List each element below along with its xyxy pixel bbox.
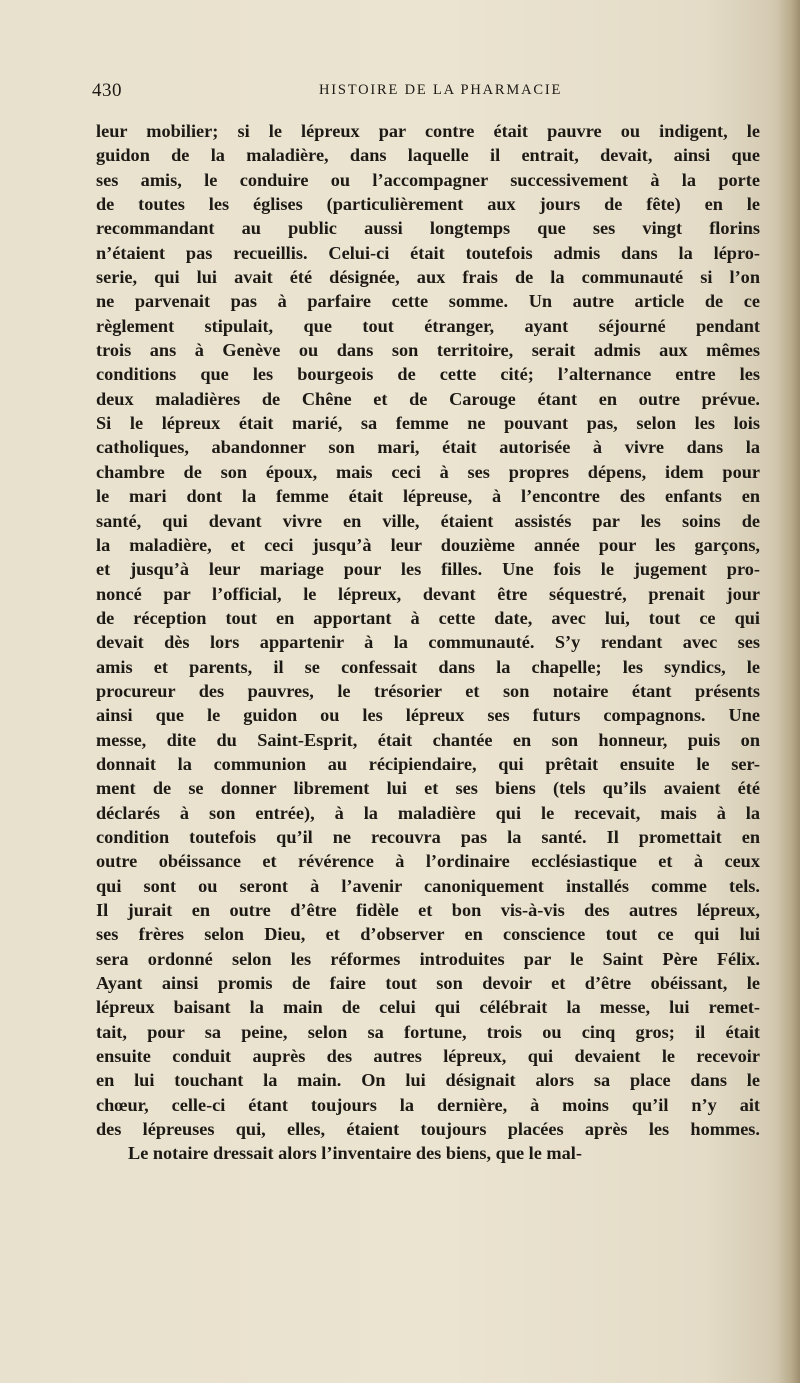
text-line: chambre de son époux, mais ceci à ses propres dépens, idem pour [96, 461, 760, 482]
text-line: de toutes les églises (particulièrement aux jours de fête) en le [96, 194, 760, 215]
text-line: le mari dont la femme était lépreuse, à l’encontre des enfants en [96, 486, 760, 507]
text-line: ses amis, le conduire ou l’accompagner successivement à la porte [96, 169, 760, 190]
text-line: messe, dite du Saint-Esprit, était chantée en son honneur, puis on [96, 729, 760, 750]
text-line: serie, qui lui avait été désignée, aux frais de la communauté si l’on [96, 267, 760, 288]
text-line: ensuite conduit auprès des autres lépreux, qui devaient le recevoir [96, 1046, 760, 1067]
text-line: catholiques, abandonner son mari, était autorisée à vivre dans la [96, 437, 760, 458]
text-line: déclarés à son entrée), à la maladière qui le recevait, mais à la [96, 802, 760, 823]
text-line: amis et parents, il se confessait dans la chapelle; les syndics, le [96, 656, 760, 677]
text-line: des lépreuses qui, elles, étaient toujours placées après les hommes. [96, 1119, 760, 1140]
text-line: la maladière, et ceci jusqu’à leur douzième année pour les garçons, [96, 534, 760, 555]
text-line: deux maladières de Chêne et de Carouge étant en outre prévue. [96, 388, 760, 409]
body-paragraph [96, 119, 760, 1166]
text-line: de réception tout en apportant à cette date, avec lui, tout ce qui [96, 607, 760, 628]
text-line: chœur, celle-ci étant toujours la dernière, à moins qu’il n’y ait [96, 1094, 760, 1115]
text-line: et jusqu’à leur mariage pour les filles. Une fois le jugement pro- [96, 559, 760, 580]
text-line: leur mobilier; si le lépreux par contre était pauvre ou indigent, le [96, 121, 760, 141]
text-line: Si le lépreux était marié, sa femme ne pouvant pas, selon les lois [96, 413, 760, 434]
text-line: en lui touchant la main. On lui désignait alors sa place dans le [96, 1070, 760, 1091]
text-line: n’étaient pas recueillis. Celui-ci était toutefois admis dans la lépro- [96, 242, 760, 263]
text-line: ainsi que le guidon ou les lépreux ses futurs compagnons. Une [96, 705, 760, 726]
text-line: sera ordonné selon les réformes introduites par le Saint Père Félix. [96, 948, 760, 969]
page-number: 430 [92, 80, 122, 101]
text-line: noncé par l’official, le lépreux, devant être séquestré, prenait jour [96, 583, 760, 604]
page-header [92, 80, 762, 104]
text-line: ses frères selon Dieu, et d’observer en conscience tout ce qui lui [96, 924, 760, 945]
text-line: santé, qui devant vivre en ville, étaient assistés par les soins de [96, 510, 760, 531]
text-line: Le notaire dressait alors l’inventaire des biens, que le mal- [128, 1143, 582, 1164]
text-line: tait, pour sa peine, selon sa fortune, trois ou cinq gros; il était [96, 1021, 760, 1042]
text-line: devait dès lors appartenir à la communauté. S’y rendant avec ses [96, 632, 760, 653]
text-line: ne parvenait pas à parfaire cette somme. Un autre article de ce [96, 291, 760, 312]
text-line: condition toutefois qu’il ne recouvra pas la santé. Il promettait en [96, 826, 760, 847]
text-line: Ayant ainsi promis de faire tout son devoir et d’être obéissant, le [96, 973, 760, 994]
page-edge-shadow [778, 0, 800, 1383]
text-line: guidon de la maladière, dans laquelle il entrait, devait, ainsi que [96, 145, 760, 166]
text-line: donnait la communion au récipiendaire, qui prêtait ensuite le ser- [96, 753, 760, 774]
text-line: ment de se donner librement lui et ses biens (tels qu’ils avaient été [96, 778, 760, 799]
text-line: conditions que les bourgeois de cette cité; l’alternance entre les [96, 364, 760, 385]
text-line: Il jurait en outre d’être fidèle et bon vis-à-vis des autres lépreux, [96, 900, 760, 920]
text-line: lépreux baisant la main de celui qui célébrait la messe, lui remet- [96, 997, 760, 1018]
text-line: outre obéissance et révérence à l’ordinaire ecclésiastique et à ceux [96, 851, 760, 872]
text-line: règlement stipulait, que tout étranger, ayant séjourné pendant [96, 315, 760, 336]
text-line: qui sont ou seront à l’avenir canoniquement installés comme tels. [96, 875, 760, 896]
text-line: trois ans à Genève ou dans son territoire, serait admis aux mêmes [96, 340, 760, 361]
text-line: procureur des pauvres, le trésorier et son notaire étant présents [96, 680, 760, 701]
text-line: recommandant au public aussi longtemps que ses vingt florins [96, 218, 760, 239]
running-title: HISTOIRE DE LA PHARMACIE [319, 82, 563, 98]
